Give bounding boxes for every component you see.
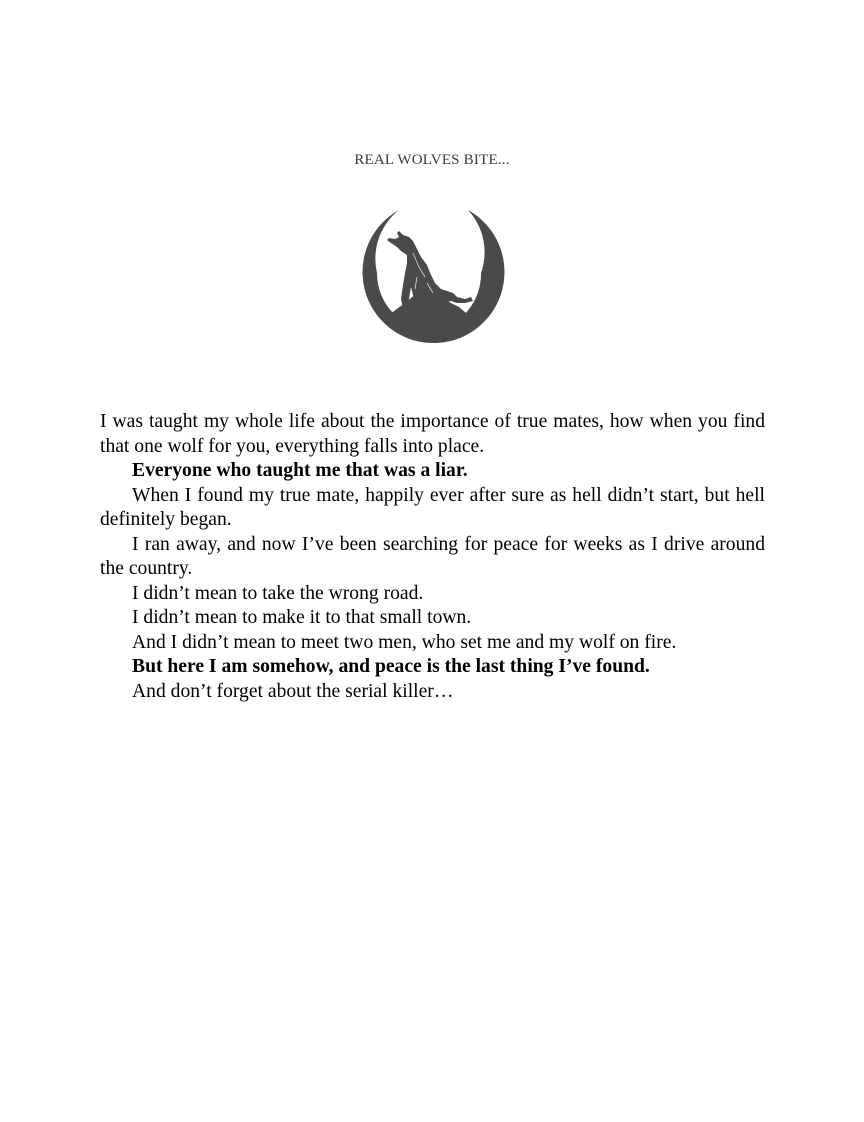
paragraph: And don’t forget about the serial killer…: [132, 680, 454, 702]
paragraph-bold: But here I am somehow, and peace is the last thing I’ve found.: [132, 656, 650, 677]
paragraph-bold: Everyone who taught me that was a liar.: [132, 460, 468, 481]
howling-wolf-crescent-moon-icon: [361, 207, 505, 343]
page-heading: REAL WOLVES BITE...: [354, 152, 510, 168]
paragraph: And I didn’t mean to meet two men, who set me and my wolf on fire.: [132, 631, 677, 653]
paragraph: I ran away, and now I’ve been searching for peace for weeks as I drive around the country.: [100, 533, 765, 579]
paragraph: I was taught my whole life about the importance of true mates, how when you find that one wolf for you, everything falls into place.: [100, 411, 765, 457]
paragraph: I didn’t mean to take the wrong road.: [132, 582, 424, 604]
synopsis-text: [100, 410, 765, 704]
paragraph: When I found my true mate, happily ever after sure as hell didn’t start, but hell definitely began.: [100, 484, 765, 530]
paragraph: I didn’t mean to make it to that small town.: [132, 607, 472, 628]
